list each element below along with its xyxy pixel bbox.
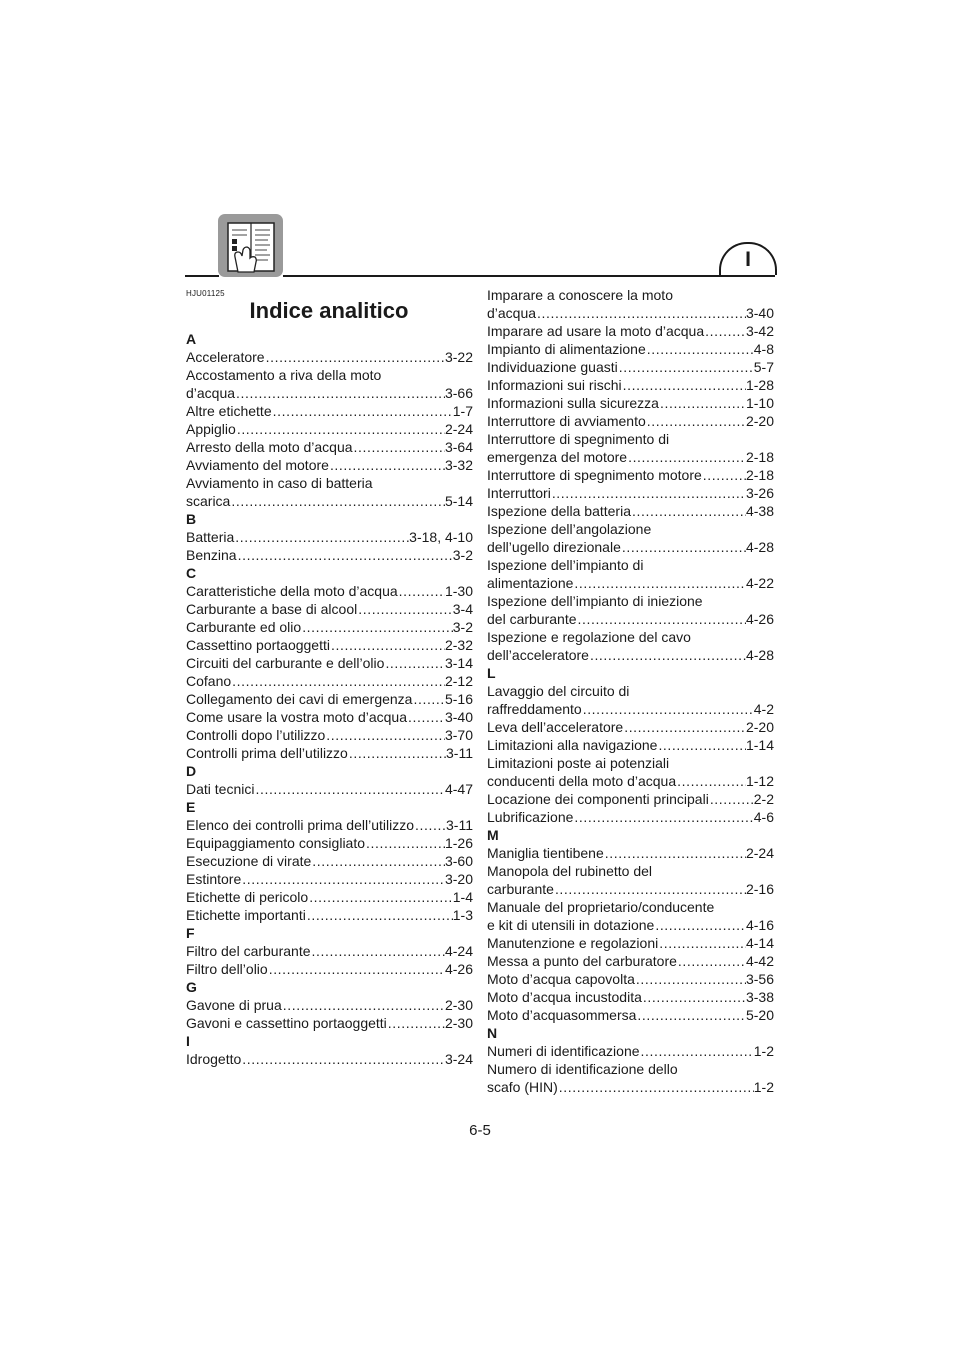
index-entry [186,870,473,888]
index-entry [186,1014,473,1032]
index-entry-text: Benzina [186,547,237,563]
dot-leader [348,744,446,762]
dot-leader [677,952,746,970]
dot-leader [357,600,453,618]
dot-leader [536,304,746,322]
index-entry-page: 4-24 [444,943,473,959]
index-entry-page: 1-14 [745,737,774,753]
index-entry-page: 3-32 [444,457,473,473]
index-entry-text: Arresto della moto d’acqua [186,439,353,455]
index-letter-heading: M [487,827,499,843]
dot-leader [558,1078,754,1096]
index-entry-page: 4-16 [745,917,774,933]
dot-leader [387,1014,445,1032]
index-entry-text: Lubrificazione [487,809,574,825]
index-entry [487,934,774,952]
dot-leader [702,466,746,484]
index-entry-page: 4-47 [444,781,473,797]
index-entry [487,304,774,322]
dot-leader [622,376,746,394]
dot-leader [657,736,746,754]
index-entry-text: Collegamento dei cavi di emergenza [186,691,413,707]
dot-leader [265,348,445,366]
dot-leader [589,646,746,664]
index-entry [487,610,774,628]
index-entry-text: Gavone di prua [186,997,282,1013]
index-entry-page: 1-28 [745,377,774,393]
index-entry [186,690,473,708]
dot-leader [231,672,445,690]
index-letter-heading: N [487,1025,498,1041]
index-entry-page: 1-2 [753,1079,774,1095]
index-letter-heading: I [186,1033,190,1049]
dot-leader [282,996,445,1014]
index-entry-text: Appiglio [186,421,236,437]
index-entry-page: 3-11 [446,745,473,761]
dot-leader [627,448,746,466]
dot-leader [272,402,453,420]
index-letter-heading: C [186,565,197,581]
dot-leader [635,970,746,988]
index-letter-heading: F [186,925,195,941]
dot-leader [329,456,445,474]
index-entry [186,384,473,402]
index-entry [186,816,473,834]
dot-leader [573,808,753,826]
index-entry-page: 1-30 [444,583,473,599]
index-entry-text: Esecuzione di virate [186,853,312,869]
index-entry-text: carburante [487,881,554,897]
index-entry-text: Maniglia tientibene [487,845,604,861]
index-entry-page: 4-2 [753,701,774,717]
index-column-left [186,330,473,1068]
index-entry-text: dell’acceleratore [487,647,589,663]
dot-leader [353,438,445,456]
dot-leader [636,1006,746,1024]
index-entry-text: Batteria [186,529,235,545]
index-entry-page: 3-40 [444,709,473,725]
index-entry-text: scarica [186,493,231,509]
dot-leader [235,384,445,402]
index-entry-text: Equipaggiamento consigliato [186,835,366,851]
index-entry-page: 4-42 [745,953,774,969]
index-entry-page: 1-2 [753,1043,774,1059]
index-entry [487,376,774,394]
index-entry [487,1042,774,1060]
page-title: Indice analitico [249,298,409,323]
index-entry-text: Come usare la vostra moto d’acqua [186,709,407,725]
dot-leader [311,942,445,960]
index-entry-page: 4-6 [753,809,774,825]
index-entry-text: Manuale del proprietario/conducente [487,899,715,915]
index-entry-page: 3-56 [745,971,774,987]
index-entry-page: 4-22 [745,575,774,591]
index-entry-page: 3-64 [444,439,473,455]
dot-leader [654,916,746,934]
dot-leader [241,870,445,888]
index-letter-heading: G [186,979,197,995]
dot-leader [646,412,746,430]
index-entry [487,394,774,412]
index-entry-page: 4-14 [745,935,774,951]
index-entry-text: Interruttore di avviamento [487,413,646,429]
index-entry-page: 3-24 [444,1051,473,1067]
index-entry-page: 2-32 [444,637,473,653]
index-letter-heading: D [186,763,197,779]
index-entry-text: Messa a punto del carburatore [487,953,677,969]
dot-leader [623,718,746,736]
index-entry [186,942,473,960]
index-entry-page: 3-4 [452,601,473,617]
index-entry-text: Interruttori [487,485,551,501]
index-entry-text: Controlli dopo l’utilizzo [186,727,326,743]
dot-leader [398,582,445,600]
index-letter-heading: B [186,511,197,527]
dot-leader [646,340,754,358]
index-entry-text: alimentazione [487,575,574,591]
index-entry-text: Accostamento a riva della moto [186,367,382,383]
section-code: HJU01125 [186,289,225,298]
index-entry-page: 3-11 [446,817,473,833]
dot-leader [268,960,445,978]
index-entry-text: Ispezione dell’angolazione [487,521,652,537]
index-entry [186,654,473,672]
index-entry-text: d’acqua [487,305,537,321]
index-entry [487,970,774,988]
index-entry-text: Imparare ad usare la moto d’acqua [487,323,705,339]
index-entry-page: 2-16 [745,881,774,897]
index-entry [487,484,774,502]
dot-leader [658,934,746,952]
index-letter-heading: L [487,665,496,681]
index-entry-page: 3-2 [452,619,473,635]
index-entry-text: dell’ugello direzionale [487,539,621,555]
index-entry-text: Moto d’acqua capovolta [487,971,635,987]
dot-leader [301,618,453,636]
index-entry-text: Cassettino portaoggetti [186,637,330,653]
index-entry [186,834,473,852]
index-entry-page: 1-3 [452,907,473,923]
index-entry-page: 3-66 [444,385,473,401]
index-entry-page: 2-24 [444,421,473,437]
language-tab: I [719,242,777,275]
index-entry-page: 1-10 [745,395,774,411]
index-entry [186,780,473,798]
index-entry-text: Avviamento del motore [186,457,329,473]
index-entry [186,420,473,438]
dot-leader [604,844,746,862]
index-entry-page: 3-60 [444,853,473,869]
dot-leader [659,394,746,412]
index-entry [186,852,473,870]
index-entry [186,618,473,636]
index-entry-text: Moto d’acqua incustodita [487,989,642,1005]
dot-leader [704,322,746,340]
index-entry [186,1050,473,1068]
index-entry [487,448,774,466]
index-entry-text: Informazioni sulla sicurezza [487,395,659,411]
index-entry [186,888,473,906]
dot-leader [237,546,453,564]
index-entry-page: 3-2 [452,547,473,563]
index-entry-text: conducenti della moto d’acqua [487,773,677,789]
dot-leader [325,726,445,744]
index-entry [487,322,774,340]
index-entry-text: Estintore [186,871,242,887]
index-entry-text: Carburante a base di alcool [186,601,358,617]
index-entry-page: 1-12 [745,773,774,789]
dot-leader [311,852,445,870]
index-entry [487,844,774,862]
index-entry-text: d’acqua [186,385,236,401]
dot-leader [414,816,446,834]
index-entry-text: Numeri di identificazione [487,1043,640,1059]
index-entry-text: Moto d’acquasommersa [487,1007,637,1023]
index-entry-page: 4-38 [745,503,774,519]
index-entry [487,808,774,826]
index-entry [186,744,473,762]
index-entry [186,726,473,744]
dot-leader [330,636,445,654]
header-rule-right [283,275,775,277]
index-entry [487,880,774,898]
index-entry-text: Manopola del rubinetto del [487,863,653,879]
index-entry [487,538,774,556]
index-entry-text: Numero di identificazione dello [487,1061,678,1077]
index-entry-text: Avviamento in caso di batteria [186,475,373,491]
index-entry [487,700,774,718]
index-entry-page: 4-26 [444,961,473,977]
index-entry-text: del carburante [487,611,577,627]
index-entry-page: 3-26 [745,485,774,501]
index-entry [186,348,473,366]
index-entry-text: emergenza del motore [487,449,628,465]
index-entry-text: Dati tecnici [186,781,255,797]
index-entry [186,906,473,924]
dot-leader [618,358,754,376]
index-entry-page: 5-16 [444,691,473,707]
index-entry [186,672,473,690]
index-entry-page: 3-14 [444,655,473,671]
index-entry-text: Limitazioni alla navigazione [487,737,658,753]
index-entry [487,1078,774,1096]
index-entry [487,358,774,376]
index-entry [186,996,473,1014]
header-rule-left [185,275,219,277]
index-entry-text: Ispezione dell’impianto di iniezione [487,593,703,609]
dot-leader [709,790,754,808]
index-entry-text: Informazioni sui rischi [487,377,622,393]
dot-leader [407,708,445,726]
index-entry-page: 2-12 [444,673,473,689]
dot-leader [631,502,746,520]
index-entry-page: 1-26 [444,835,473,851]
dot-leader [582,700,754,718]
index-entry-page: 5-7 [753,359,774,375]
index-entry-text: Filtro del carburante [186,943,311,959]
dot-leader [642,988,746,1006]
index-entry-text: scafo (HIN) [487,1079,558,1095]
index-entry-page: 3-22 [444,349,473,365]
index-entry-text: Elenco dei controlli prima dell’utilizzo [186,817,414,833]
index-letter-heading: A [186,331,197,347]
index-entry [487,646,774,664]
index-entry-page: 4-26 [745,611,774,627]
index-entry-text: Ispezione e regolazione del cavo [487,629,691,645]
index-entry [186,438,473,456]
index-entry-page: 3-18, 4-10 [409,529,473,545]
dot-leader [554,880,746,898]
index-entry-page: 2-18 [745,449,774,465]
index-entry-text: Carburante ed olio [186,619,302,635]
dot-leader [306,906,453,924]
index-entry-page: 2-30 [444,1015,473,1031]
index-entry [186,636,473,654]
dot-leader [621,538,746,556]
index-column-right [487,286,774,1096]
index-entry-text: Gavoni e cassettino portaoggetti [186,1015,387,1031]
dot-leader [577,610,746,628]
index-entry-page: 4-28 [745,647,774,663]
index-entry-text: raffreddamento [487,701,582,717]
dot-leader [254,780,445,798]
index-entry-text: Controlli prima dell’utilizzo [186,745,348,761]
index-entry [186,582,473,600]
index-entry-text: Ispezione dell’impianto di [487,557,644,573]
index-entry-page: 5-20 [745,1007,774,1023]
index-entry-page: 2-24 [745,845,774,861]
index-entry [487,988,774,1006]
index-letter-heading: E [186,799,196,815]
index-entry-text: Acceleratore [186,349,265,365]
dot-leader [412,690,445,708]
index-entry-page: 1-4 [452,889,473,905]
index-entry [186,708,473,726]
dot-leader [241,1050,445,1068]
index-entry-text: Altre etichette [186,403,272,419]
index-entry [487,736,774,754]
index-entry [186,600,473,618]
index-entry-text: Impianto di alimentazione [487,341,646,357]
index-entry-text: Lavaggio del circuito di [487,683,630,699]
index-entry-text: Etichette importanti [186,907,306,923]
index-entry-page: 3-42 [745,323,774,339]
dot-leader [365,834,445,852]
index-entry-text: Etichette di pericolo [186,889,309,905]
dot-leader [551,484,746,502]
index-entry-text: Interruttore di spegnimento di [487,431,670,447]
index-entry [487,466,774,484]
index-entry [186,528,473,546]
dot-leader [308,888,453,906]
index-entry-page: 2-20 [745,719,774,735]
index-entry [487,916,774,934]
index-entry [487,574,774,592]
page-number: 6-5 [469,1122,491,1139]
index-entry-page: 2-18 [745,467,774,483]
dot-leader [640,1042,754,1060]
index-entry-page: 3-20 [444,871,473,887]
index-entry-text: Ispezione della batteria [487,503,631,519]
index-entry [186,456,473,474]
index-entry-text: Caratteristiche della moto d’acqua [186,583,398,599]
index-entry-page: 3-40 [745,305,774,321]
index-entry-text: Individuazione guasti [487,359,618,375]
index-entry [186,960,473,978]
index-entry-page: 4-8 [753,341,774,357]
dot-leader [236,420,445,438]
index-entry [487,790,774,808]
index-entry-text: Filtro dell’olio [186,961,268,977]
index-entry [487,1006,774,1024]
index-entry [487,340,774,358]
index-entry-text: Idrogetto [186,1051,242,1067]
index-entry-text: Interruttore di spegnimento motore [487,467,702,483]
index-entry-text: Circuiti del carburante e dell’olio [186,655,385,671]
index-entry-page: 5-14 [444,493,473,509]
index-entry-page: 2-20 [745,413,774,429]
index-entry-text: e kit di utensili in dotazione [487,917,655,933]
index-entry [487,718,774,736]
index-entry [487,502,774,520]
index-entry-page: 3-38 [745,989,774,1005]
index-entry [487,412,774,430]
dot-leader [384,654,445,672]
index-entry-text: Locazione dei componenti principali [487,791,709,807]
index-entry [186,492,473,510]
index-entry-text: Cofano [186,673,232,689]
manual-hand-icon [218,214,283,277]
index-entry [186,546,473,564]
index-entry-text: Leva dell’acceleratore [487,719,624,735]
dot-leader [676,772,746,790]
index-entry-text: Manutenzione e regolazioni [487,935,659,951]
index-entry-page: 2-2 [753,791,774,807]
index-entry-page: 1-7 [452,403,473,419]
index-entry-page: 2-30 [444,997,473,1013]
index-entry [186,402,473,420]
index-entry [487,952,774,970]
index-entry-text: Imparare a conoscere la moto [487,287,673,303]
index-entry-text: Limitazioni poste ai potenziali [487,755,670,771]
dot-leader [230,492,445,510]
dot-leader [573,574,746,592]
dot-leader [234,528,409,546]
index-entry-page: 4-28 [745,539,774,555]
index-entry [487,772,774,790]
index-entry-page: 3-70 [444,727,473,743]
